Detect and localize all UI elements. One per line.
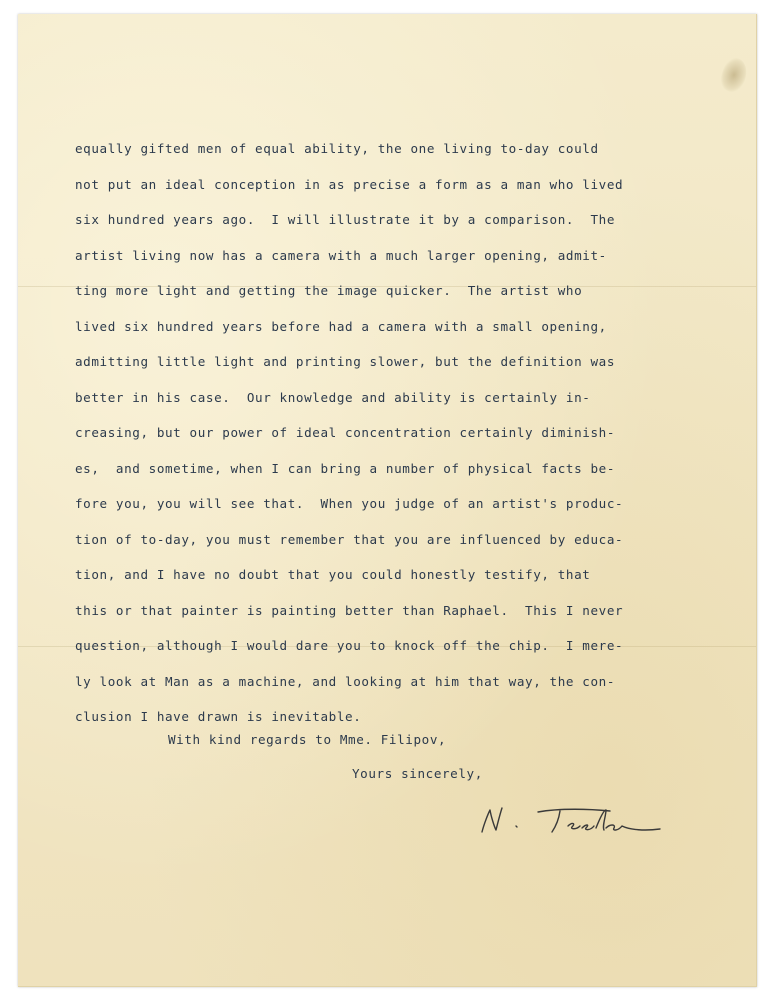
letter-line: equally gifted men of equal ability, the one living to-day could bbox=[75, 141, 599, 156]
letter-line: ly look at Man as a machine, and looking at him that way, the con- bbox=[75, 673, 616, 689]
letter-line: better in his case. Our knowledge and ability is certainly in- bbox=[75, 389, 591, 405]
letter-line: six hundred years ago. I will illustrate it by a comparison. The bbox=[75, 212, 616, 227]
letter-line: es, and sometime, when I can bring a number of physical facts be- bbox=[75, 460, 616, 476]
letter-line: question, although I would dare you to knock off the chip. I mere- bbox=[75, 638, 624, 653]
letter-line: admitting little light and printing slower, but the definition was bbox=[75, 354, 616, 369]
letter-line: not put an ideal conception in as precise a form as a man who lived bbox=[75, 176, 624, 192]
letter-line: tion of to-day, you must remember that you are influenced by educa- bbox=[75, 531, 624, 547]
letter-line: fore you, you will see that. When you judge of an artist's produc- bbox=[75, 496, 624, 511]
letter-line: tion, and I have no doubt that you could honestly testify, that bbox=[75, 567, 591, 582]
closing-line: With kind regards to Mme. Filipov, bbox=[168, 732, 447, 747]
letter-line: lived six hundred years before had a camera with a small opening, bbox=[75, 318, 607, 334]
letter-line: creasing, but our power of ideal concentration certainly diminish- bbox=[75, 425, 616, 440]
letter-line: ting more light and getting the image quicker. The artist who bbox=[75, 283, 583, 298]
letter-body bbox=[75, 131, 715, 735]
valediction: Yours sincerely, bbox=[352, 766, 483, 781]
letter-line: clusion I have drawn is inevitable. bbox=[75, 709, 362, 724]
paper-stain bbox=[717, 55, 751, 95]
letter-line: artist living now has a camera with a much larger opening, admit- bbox=[75, 247, 607, 263]
handwritten-signature bbox=[460, 796, 670, 842]
letter-line: this or that painter is painting better than Raphael. This I never bbox=[75, 602, 624, 618]
